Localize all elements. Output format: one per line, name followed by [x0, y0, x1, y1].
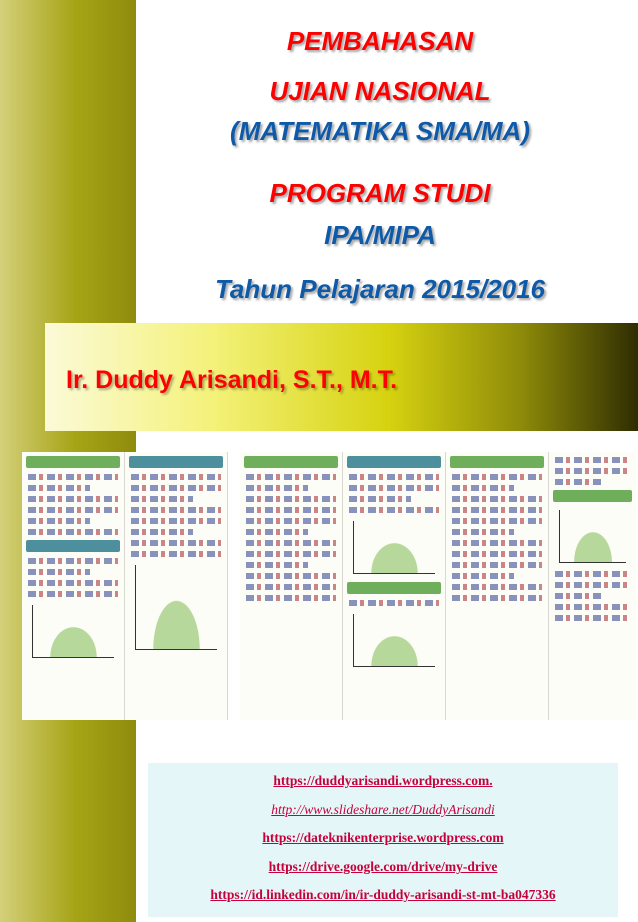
link-slideshare-prefix: http://www.slideshare.net/	[271, 802, 413, 817]
graph-sketch	[32, 605, 114, 658]
year-line: Tahun Pelajaran 2015/2016	[214, 274, 545, 304]
notes-header	[26, 456, 120, 468]
notes-panel-3	[240, 452, 343, 720]
graph-sketch	[353, 614, 435, 667]
program-line-1: PROGRAM STUDI	[269, 178, 491, 208]
graph-sketch	[559, 510, 626, 563]
link-dateknik[interactable]: https://dateknikenterprise.wordpress.com	[262, 830, 504, 845]
notes-panel-5	[446, 452, 549, 720]
title-line-1: PEMBAHASAN	[286, 26, 474, 56]
link-slideshare[interactable]	[148, 802, 618, 818]
link-google-drive[interactable]: https://drive.google.com/drive/my-drive	[268, 859, 498, 874]
graph-sketch	[353, 521, 435, 574]
link-wordpress[interactable]: https://duddyarisandi.wordpress.com.	[273, 773, 493, 788]
links-box	[148, 763, 618, 917]
notes-panel-6	[549, 452, 636, 720]
author-name: Ir. Duddy Arisandi, S.T., M.T.	[66, 366, 398, 394]
title-line-3: (MATEMATIKA SMA/MA)	[230, 116, 530, 146]
program-line-2: IPA/MIPA	[324, 220, 436, 250]
link-linkedin[interactable]: https://id.linkedin.com/in/ir-duddy-arisandi-st-mt-ba047336	[210, 887, 556, 902]
link-slideshare-suffix: DuddyArisandi	[412, 802, 495, 817]
title-line-2: UJIAN NASIONAL	[269, 76, 491, 106]
notes-panel-4	[343, 452, 446, 720]
math-notes-collage	[22, 452, 636, 720]
notes-panel-2	[125, 452, 228, 720]
notes-panel-1	[22, 452, 125, 720]
graph-sketch	[135, 565, 217, 650]
